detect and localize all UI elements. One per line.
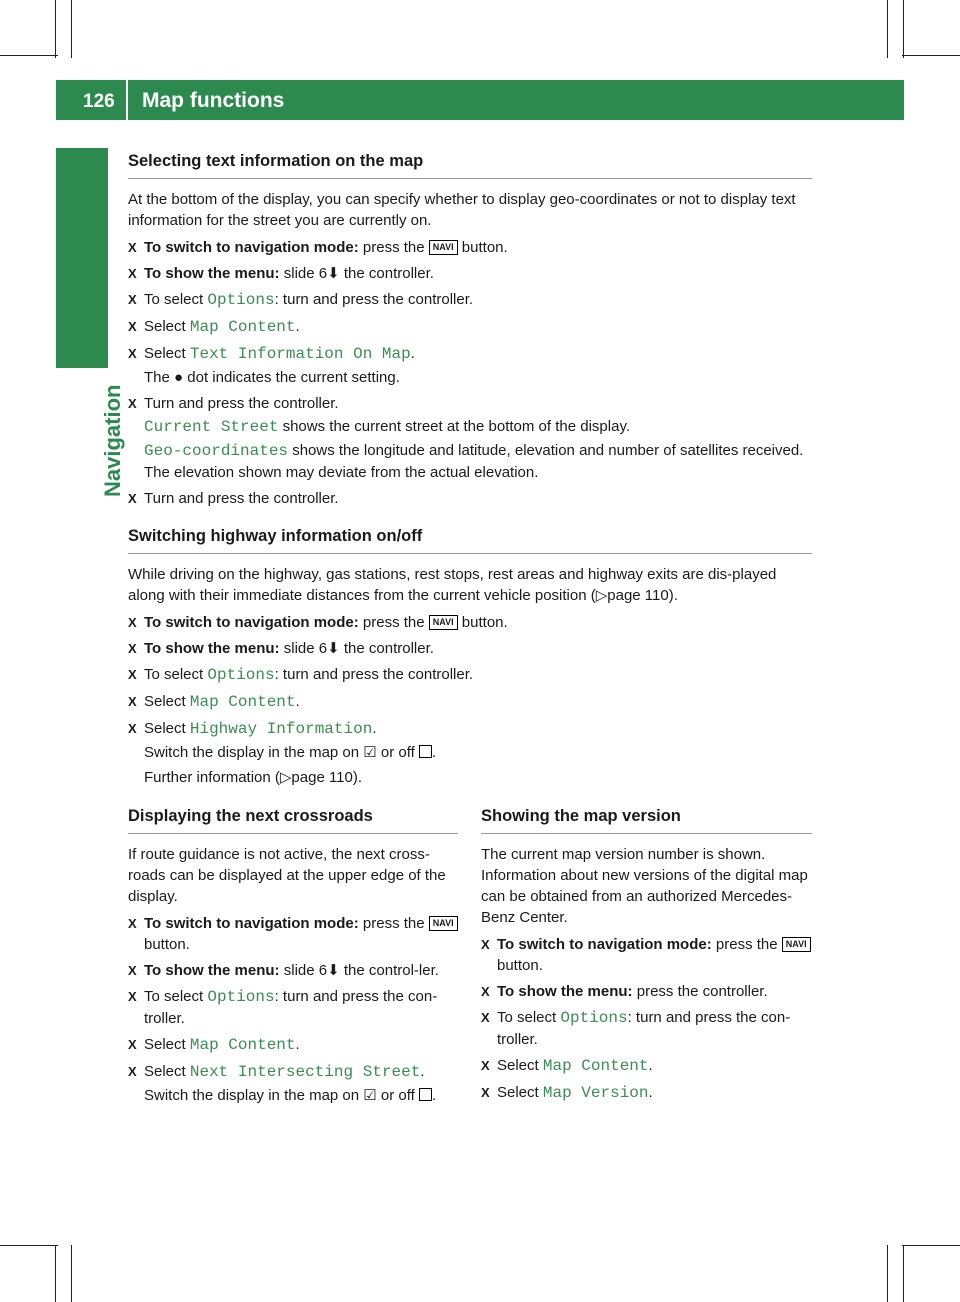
step-arrow-icon: X [128, 989, 137, 1004]
option-description: Current Street shows the current street at the bottom of the display. [144, 418, 630, 436]
menu-item-name: Map Content [189, 318, 296, 336]
menu-item-name: Options [560, 1009, 628, 1027]
section-title: Switching highway information on/off [128, 527, 812, 554]
menu-item-name: Options [207, 666, 275, 684]
checkbox-checked-icon: ☑ [363, 744, 377, 761]
step: X To select Options: turn and press the con-troller. [481, 1009, 791, 1048]
controller-icon: 6⬇ [318, 265, 340, 282]
step-note: The ● dot indicates the current setting. [144, 369, 400, 386]
step-arrow-icon: X [128, 641, 137, 656]
step-arrow-icon: X [128, 1037, 137, 1052]
menu-item-name: Options [207, 291, 275, 309]
navi-key-icon: NAVI [429, 916, 458, 931]
step-arrow-icon: X [481, 1085, 490, 1100]
crop-mark [887, 0, 888, 58]
section-text-info [128, 152, 812, 514]
checkbox-checked-icon: ☑ [363, 1087, 377, 1104]
step-arrow-icon: X [128, 694, 137, 709]
crop-mark [903, 1245, 904, 1302]
crop-mark [71, 0, 72, 58]
step: X Select Map Content. [128, 318, 300, 336]
checkbox-empty-icon [419, 745, 432, 758]
step: X Select Map Content. [128, 693, 300, 711]
crop-mark [55, 0, 56, 58]
step-arrow-icon: X [128, 491, 137, 506]
controller-icon: 6⬇ [318, 640, 340, 657]
menu-item-name: Map Content [189, 693, 296, 711]
checkbox-empty-icon [419, 1088, 432, 1101]
option-description: Geo-coordinates shows the longitude and latitude, elevation and number of satellites received. The elevation shown may deviate from the actual elevation. [144, 442, 804, 481]
step: X To switch to navigation mode: press the NAVI button. [128, 239, 508, 256]
step-arrow-icon: X [481, 1058, 490, 1073]
menu-item-name: Map Content [542, 1057, 649, 1075]
step-arrow-icon: X [128, 319, 137, 334]
step: X To show the menu: press the controller. [481, 983, 768, 1000]
crop-mark [71, 1245, 72, 1302]
step: X To show the menu: slide 6⬇ the controller. [128, 265, 434, 282]
header-divider [126, 80, 128, 120]
navi-key-icon: NAVI [429, 615, 458, 630]
crop-mark [0, 1245, 58, 1246]
menu-item-name: Map Version [542, 1084, 649, 1102]
menu-item-name: Map Content [189, 1036, 296, 1054]
crop-mark [887, 1245, 888, 1302]
menu-item-name: Text Information On Map [189, 345, 411, 363]
step-note: Switch the display in the map on ☑ or off . [144, 1087, 437, 1104]
step: X Select Highway Information. Switch the display in the map on ☑ or off . Further information (▷page 110). [128, 718, 812, 788]
step: X Select Map Content. [128, 1036, 300, 1054]
crop-mark [902, 1245, 960, 1246]
step-arrow-icon: X [481, 937, 490, 952]
page-number: 126 [83, 91, 115, 112]
navi-key-icon: NAVI [429, 240, 458, 255]
crop-mark [55, 1245, 56, 1302]
step: X To switch to navigation mode: press the NAVI button. [481, 934, 812, 976]
crop-mark [903, 0, 904, 58]
step-note: Switch the display in the map on ☑ or off . [144, 744, 437, 761]
crop-mark [0, 55, 58, 56]
section-intro: If route guidance is not active, the next cross-roads can be displayed at the upper edge of the display. [128, 846, 446, 905]
step-arrow-icon: X [128, 721, 137, 736]
sidebar-label: Navigation [100, 384, 125, 497]
step-arrow-icon: X [128, 266, 137, 281]
sidebar-tab [56, 148, 108, 368]
step-arrow-icon: X [128, 667, 137, 682]
step-arrow-icon: X [128, 963, 137, 978]
navi-key-icon: NAVI [782, 937, 811, 952]
step-arrow-icon: X [128, 916, 137, 931]
step-arrow-icon: X [128, 240, 137, 255]
menu-item-name: Highway Information [189, 720, 373, 738]
step: X To select Options: turn and press the controller. [128, 291, 474, 309]
step: X To show the menu: slide 6⬇ the control-ler. [128, 962, 439, 979]
step: X To switch to navigation mode: press the NAVI button. [128, 913, 458, 955]
crop-mark [902, 55, 960, 56]
section-title: Showing the map version [481, 807, 812, 834]
section-intro: While driving on the highway, gas stations, rest stops, rest areas and highway exits are dis-played along with their immediate distances from the current vehicle position (▷page 110). [128, 566, 777, 604]
step: X Select Map Version. [481, 1084, 653, 1102]
step: X To show the menu: slide 6⬇ the controller. [128, 640, 434, 657]
controller-icon: 6⬇ [318, 962, 340, 979]
step: X Select Next Intersecting Street. Switch the display in the map on ☑ or off . [128, 1061, 458, 1106]
section-intro: At the bottom of the display, you can specify whether to display geo-coordinates or not to display text information for the street you are currently on. [128, 191, 796, 229]
section-title: Displaying the next crossroads [128, 807, 458, 834]
section-title: Selecting text information on the map [128, 152, 812, 179]
step-arrow-icon: X [128, 346, 137, 361]
step: X To select Options: turn and press the con-troller. [128, 988, 438, 1027]
step-arrow-icon: X [128, 396, 137, 411]
step-arrow-icon: X [128, 615, 137, 630]
step: X Select Text Information On Map. The ● dot indicates the current setting. [128, 343, 812, 388]
section-highway-info [128, 527, 812, 793]
page-title: Map functions [142, 89, 285, 112]
step: X To select Options: turn and press the controller. [128, 666, 474, 684]
dot-icon: ● [174, 369, 184, 386]
step: X Turn and press the controller. [128, 490, 339, 507]
step-arrow-icon: X [481, 984, 490, 999]
menu-item-name: Current Street [144, 418, 279, 436]
step-arrow-icon: X [481, 1010, 490, 1025]
step: X Turn and press the controller. Current Street shows the current street at the bottom of the display. Geo-coordinates shows the longitude and latitude, elevation and number of satellites received. The elevation shown may deviate from the actual elevation. [128, 393, 812, 483]
step: X Select Map Content. [481, 1057, 653, 1075]
menu-item-name: Geo-coordinates [144, 442, 289, 460]
step-arrow-icon: X [128, 1064, 137, 1079]
menu-item-name: Next Intersecting Street [189, 1063, 421, 1081]
step: X To switch to navigation mode: press the NAVI button. [128, 614, 508, 631]
step-arrow-icon: X [128, 292, 137, 307]
section-map-version [481, 807, 812, 1109]
section-crossroads [128, 807, 458, 1111]
menu-item-name: Options [207, 988, 275, 1006]
further-info: Further information (▷page 110). [144, 769, 363, 786]
section-intro: The current map version number is shown. Information about new versions of the digital map can be obtained from an authorized Mercedes-Benz Center. [481, 846, 808, 926]
